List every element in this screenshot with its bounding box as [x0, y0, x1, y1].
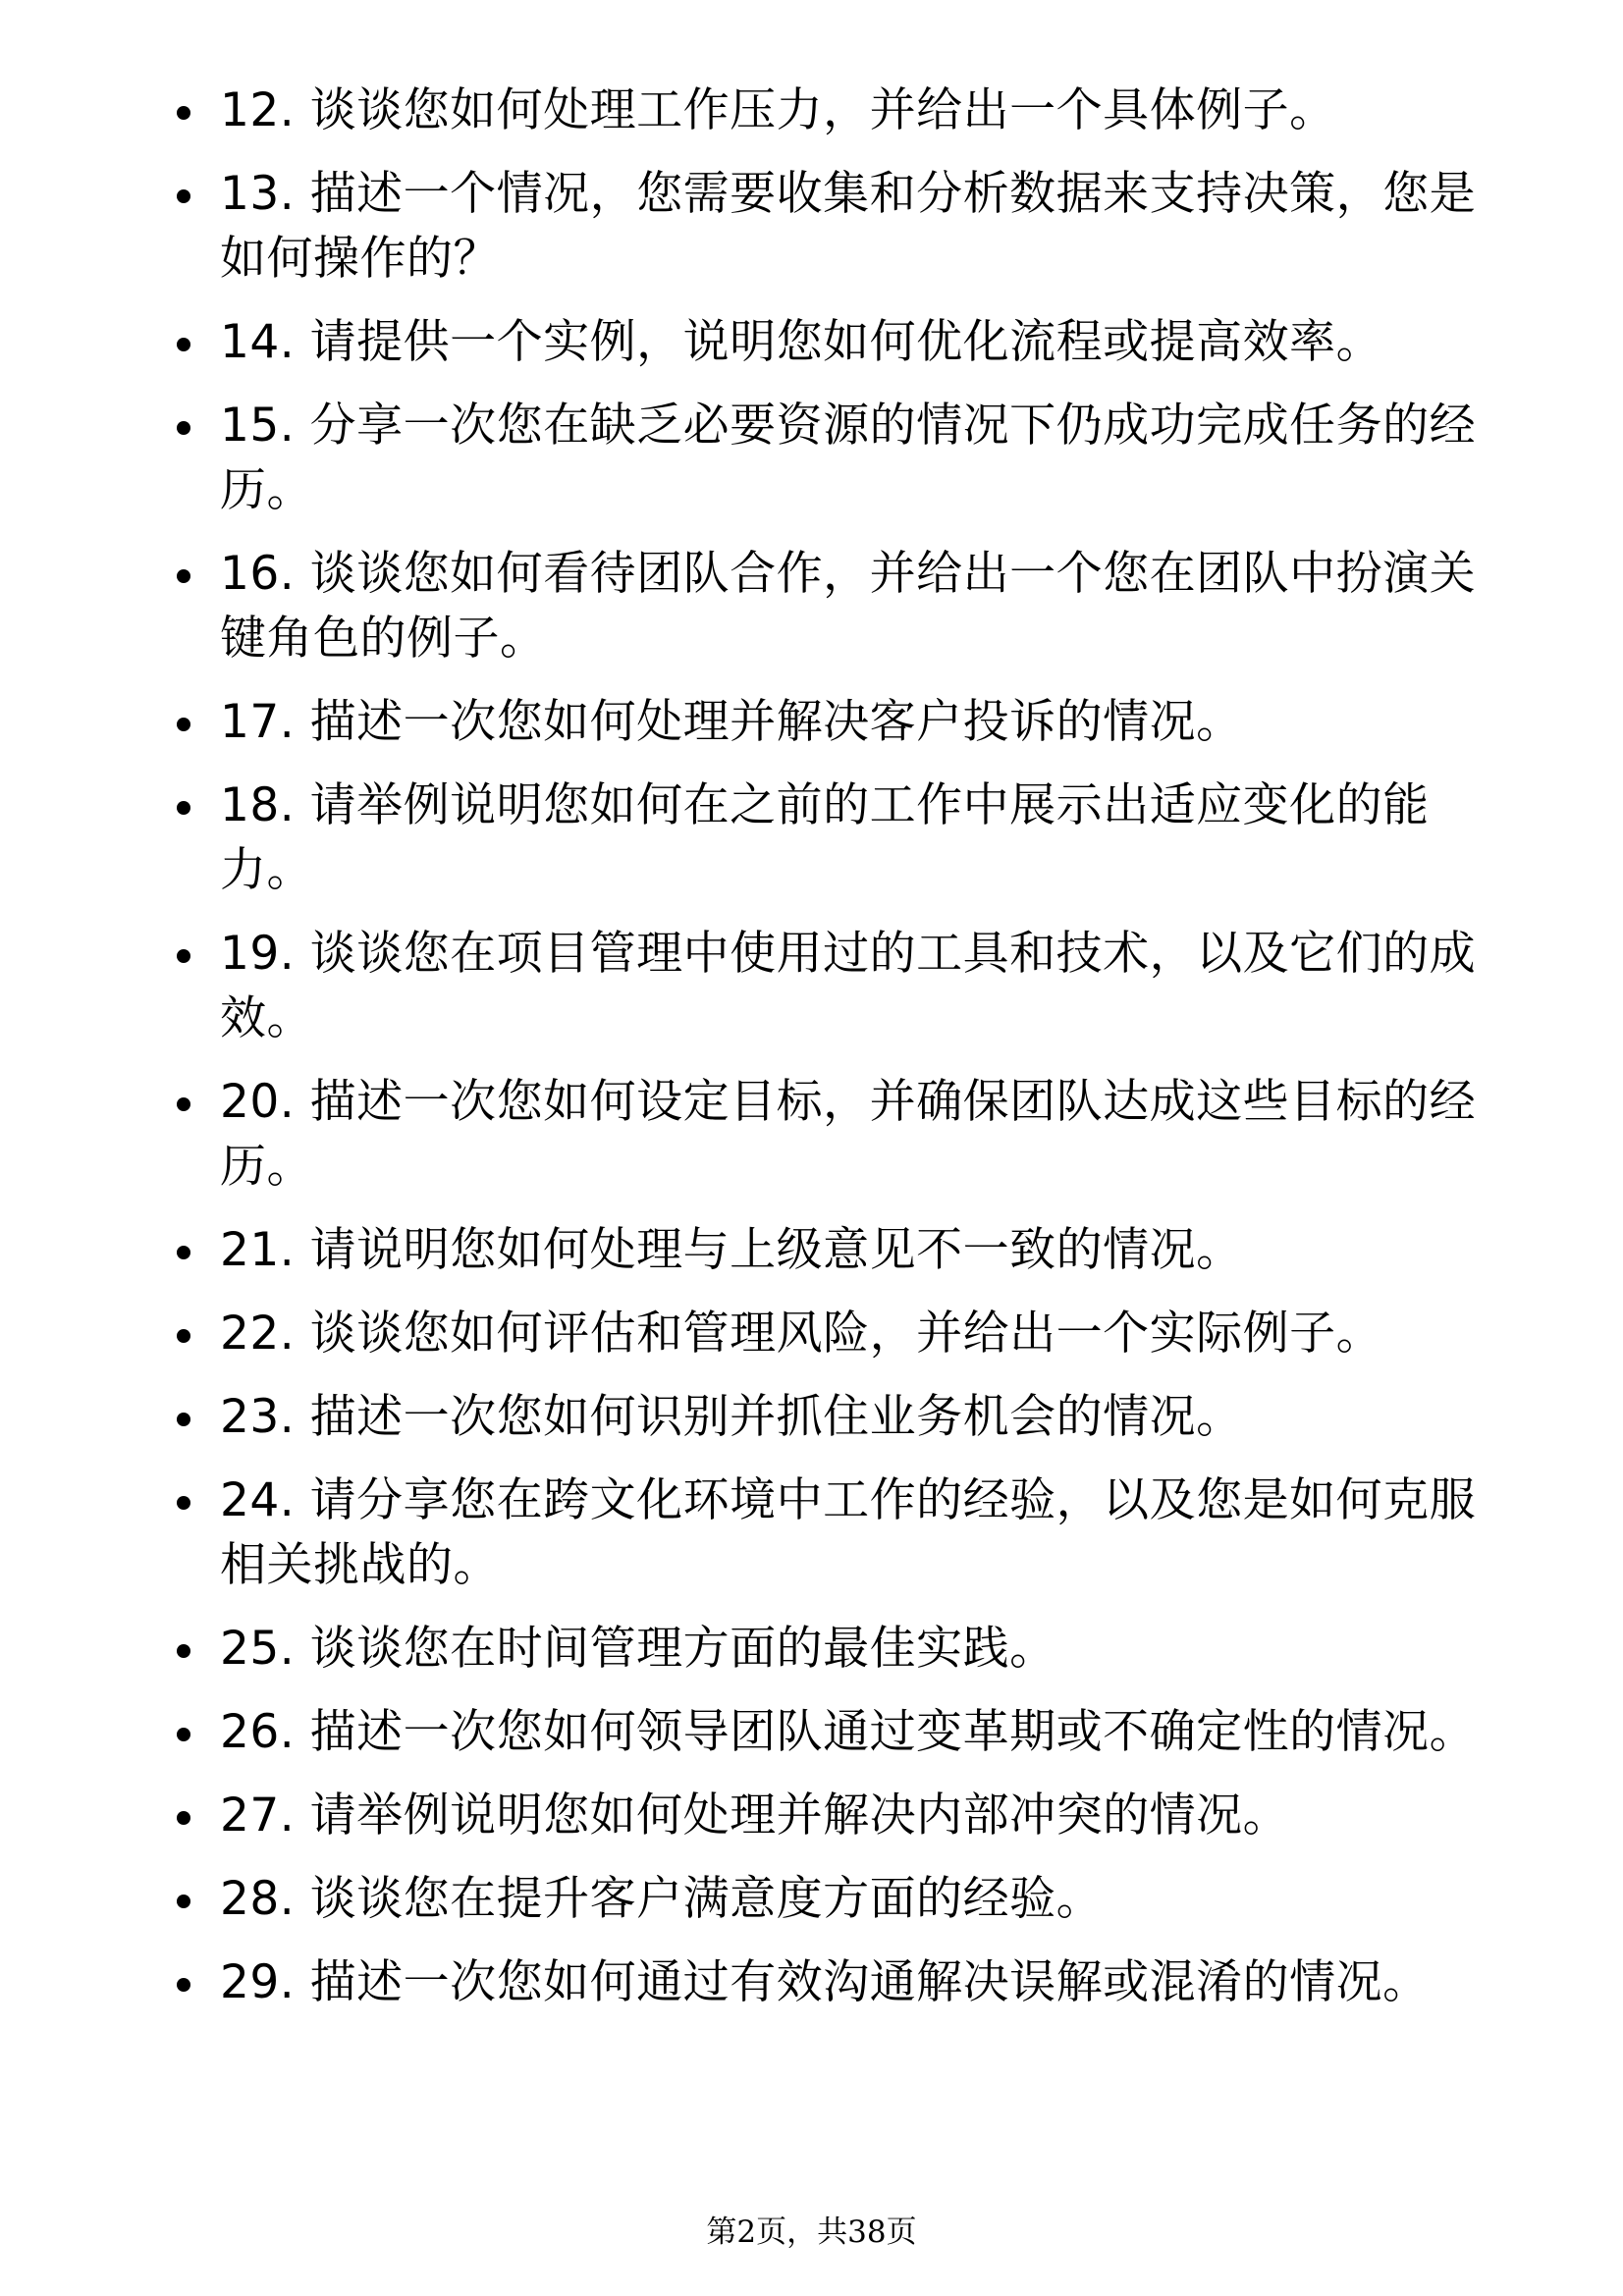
question-text: 20. 描述一次您如何设定目标，并确保团队达成这些目标的经历。	[220, 1075, 1477, 1194]
question-text: 23. 描述一次您如何识别并抓住业务机会的情况。	[220, 1390, 1243, 1444]
question-text: 19. 谈谈您在项目管理中使用过的工具和技术，以及它们的成效。	[220, 927, 1477, 1045]
list-item	[169, 1617, 1485, 1682]
question-text: 29. 描述一次您如何通过有效沟通解决误解或混淆的情况。	[220, 1955, 1430, 2009]
list-item	[169, 1700, 1485, 1765]
question-text: 15. 分享一次您在缺乏必要资源的情况下仍成功完成任务的经历。	[220, 399, 1477, 517]
list-item	[169, 394, 1485, 523]
bullet-icon	[177, 1496, 190, 1510]
bullet-icon	[177, 338, 190, 351]
question-text: 22. 谈谈您如何评估和管理风险，并给出一个实际例子。	[220, 1307, 1383, 1361]
list-item	[169, 1950, 1485, 2015]
list-item	[169, 1784, 1485, 1848]
list-item	[169, 1867, 1485, 1932]
bullet-icon	[177, 1644, 190, 1658]
list-item	[169, 774, 1485, 903]
question-text: 16. 谈谈您如何看待团队合作，并给出一个您在团队中扮演关键角色的例子。	[220, 547, 1477, 666]
question-text: 25. 谈谈您在时间管理方面的最佳实践。	[220, 1622, 1056, 1676]
list-item	[169, 79, 1485, 143]
bullet-icon	[177, 1329, 190, 1343]
question-list	[169, 79, 1485, 2034]
question-text: 27. 请举例说明您如何处理并解决内部冲突的情况。	[220, 1789, 1290, 1842]
page-number-label: 第2页，共38页	[706, 2215, 917, 2250]
bullet-icon	[177, 1978, 190, 1992]
bullet-icon	[177, 1097, 190, 1111]
bullet-icon	[177, 106, 190, 120]
list-item	[169, 922, 1485, 1051]
list-item	[169, 1302, 1485, 1366]
list-item	[169, 1385, 1485, 1450]
bullet-icon	[177, 1811, 190, 1825]
list-item	[169, 162, 1485, 292]
list-item	[169, 1218, 1485, 1283]
bullet-icon	[177, 801, 190, 815]
bullet-icon	[177, 1246, 190, 1259]
bullet-icon	[177, 569, 190, 583]
bullet-icon	[177, 1413, 190, 1426]
question-text: 28. 谈谈您在提升客户满意度方面的经验。	[220, 1872, 1104, 1926]
question-text: 18. 请举例说明您如何在之前的工作中展示出适应变化的能力。	[220, 778, 1430, 897]
bullet-icon	[177, 718, 190, 731]
question-text: 17. 描述一次您如何处理并解决客户投诉的情况。	[220, 695, 1243, 749]
list-item	[169, 310, 1485, 375]
bullet-icon	[177, 949, 190, 963]
question-text: 24. 请分享您在跨文化环境中工作的经验，以及您是如何克服相关挑战的。	[220, 1473, 1477, 1592]
list-item	[169, 1070, 1485, 1200]
page-footer	[0, 2207, 1623, 2251]
question-text: 21. 请说明您如何处理与上级意见不一致的情况。	[220, 1223, 1243, 1277]
bullet-icon	[177, 1728, 190, 1741]
list-item	[169, 690, 1485, 755]
question-text: 12. 谈谈您如何处理工作压力，并给出一个具体例子。	[220, 83, 1336, 137]
bullet-icon	[177, 421, 190, 435]
bullet-icon	[177, 189, 190, 203]
question-text: 26. 描述一次您如何领导团队通过变革期或不确定性的情况。	[220, 1705, 1477, 1759]
question-text: 13. 描述一个情况，您需要收集和分析数据来支持决策，您是如何操作的？	[220, 167, 1477, 286]
bullet-icon	[177, 1895, 190, 1908]
question-text: 14. 请提供一个实例，说明您如何优化流程或提高效率。	[220, 315, 1383, 369]
list-item	[169, 542, 1485, 671]
list-item	[169, 1468, 1485, 1598]
